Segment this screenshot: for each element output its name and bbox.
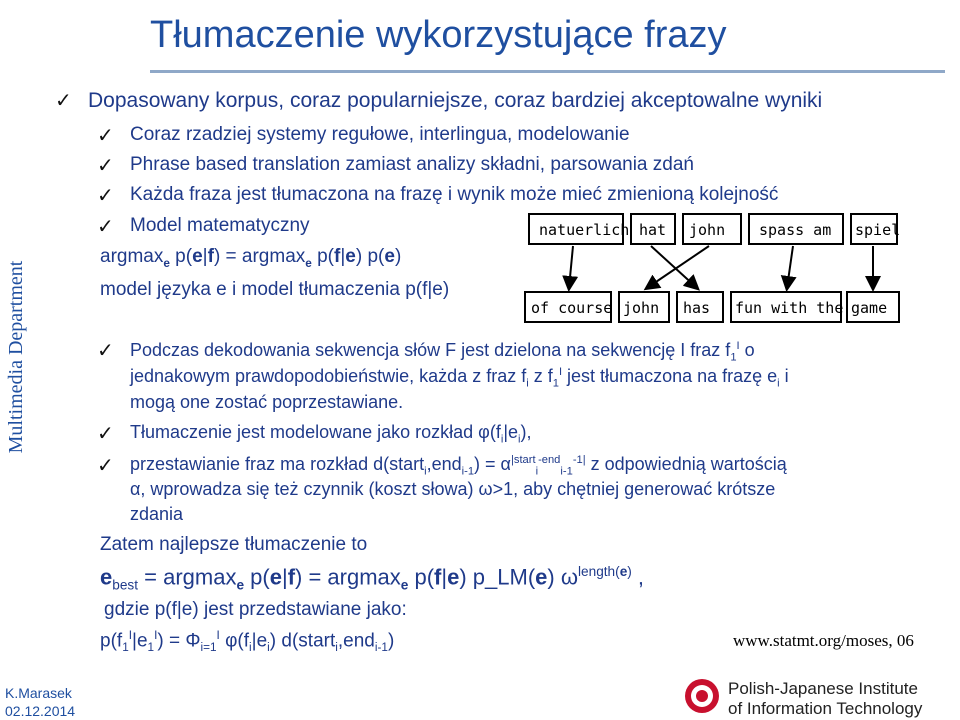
bullet-math-model: Model matematyczny — [130, 215, 310, 236]
model-line: model języka e i model tłumaczenia p(f|e) — [100, 279, 450, 300]
logo-line-2: of Information Technology — [728, 699, 923, 718]
check-icon: ✓ — [97, 423, 114, 445]
best-translation-intro: Zatem najlepsze tłumaczenie to — [100, 534, 368, 555]
target-phrase-2: john — [623, 299, 660, 317]
source-phrase-4: spass am — [759, 221, 832, 239]
target-phrase-3: has — [683, 299, 711, 317]
best-translation-formula: $e_{best} = argmax_e$ p(e|f) = argmax$_e$ p(f|e) p_LM(e) $\omega^{length(e)}$ , — [100, 564, 645, 593]
bullet-corpus: Dopasowany korpus, coraz popularniejsze, coraz bardziej akceptowalne wyniki — [88, 89, 823, 112]
source-phrase-3: john — [689, 221, 726, 239]
author-date — [5, 684, 75, 720]
author-name: K.Marasek — [5, 685, 72, 701]
translation-model-line: Tłumaczenie jest modelowane jako rozkład $\varphi(f_i|e_i)$, — [130, 422, 532, 446]
bullet-rules: Coraz rzadziej systemy regułowe, interlingua, modelowanie — [130, 124, 630, 145]
check-icon: ✓ — [97, 125, 114, 147]
target-phrase-5: game — [851, 299, 888, 317]
source-phrase-5: spiel — [855, 221, 901, 239]
check-icon: ✓ — [97, 340, 114, 362]
decoding-line-1: Podczas dekodowania sekwencja słów F jest dzielona na sekwencję I fraz $f_1^I$ o — [130, 340, 755, 364]
decoding-line-3: mogą one zostać poprzestawiane. — [130, 392, 404, 412]
source-reference: www.statmt.org/moses, 06 — [733, 631, 914, 650]
check-icon: ✓ — [97, 455, 114, 477]
target-phrase-1: of course — [531, 299, 613, 317]
check-icon: ✓ — [97, 185, 114, 207]
institute-logo — [680, 676, 950, 720]
title-divider — [150, 70, 945, 73]
reordering-line-2: α, wprowadza się też czynnik (koszt słowa) ω>1, aby chętniej generować krótsze — [130, 479, 776, 499]
page-title: Tłumaczenie wykorzystujące frazy — [150, 14, 727, 56]
bullet-each-phrase: Każda fraza jest tłumaczona na frazę i wynik może mieć zmienioną kolejność — [130, 184, 779, 205]
check-icon: ✓ — [55, 90, 72, 112]
decomposition-formula: $p(f_1^I|e_1^I) = \Phi_{i=1}^I$ $\varphi(f_i|e_i)$ d(start$_i$,end$_{i-1}$) — [100, 629, 395, 655]
decoding-line-2: jednakowym prawdopodobieństwie, każda z fraz $f_i$ z $f_1^I$ jest tłumaczona na frazę $e_i$ i — [130, 366, 789, 390]
bullet-phrase-based: Phrase based translation zamiast analizy składni, parsowania zdań — [130, 154, 694, 175]
argmax-formula: argmax$_e$ p(e|f) = argmax$_e$ p(f|e) p(e) — [100, 246, 402, 270]
reordering-line-3: zdania — [130, 504, 184, 524]
phrase-alignment-diagram — [523, 210, 901, 328]
reordering-line-1: przestawianie fraz ma rozkład d(start$_i$,end$_{i-1}$) = $\alpha^{|start}_i^{-end}_{i-1}^{-1|}$ z odpowiednią wartością — [130, 454, 787, 478]
check-icon: ✓ — [97, 216, 114, 238]
where-line: gdzie p(f|e) jest przedstawiane jako: — [104, 599, 407, 620]
pjwstk-logo-icon — [684, 678, 720, 714]
source-phrase-1: natuerlich — [539, 221, 630, 239]
sidebar-department: Multimedia Department — [5, 260, 27, 454]
source-phrase-2: hat — [639, 221, 667, 239]
logo-line-1: Polish-Japanese Institute — [728, 679, 918, 698]
check-icon: ✓ — [97, 155, 114, 177]
slide-date: 02.12.2014 — [5, 703, 76, 719]
target-phrase-4: fun with the — [735, 299, 844, 317]
